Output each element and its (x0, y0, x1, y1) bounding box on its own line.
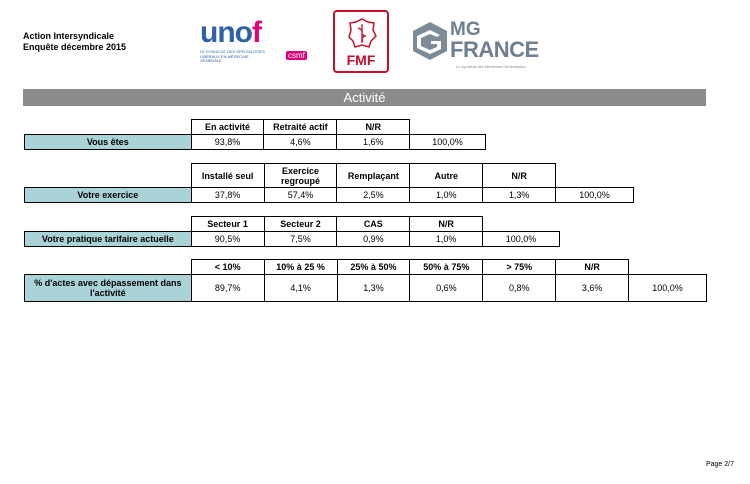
value-cell: 4,1% (264, 275, 337, 302)
header-cell: Remplaçant (337, 164, 410, 188)
value-cell: 0,8% (483, 275, 556, 302)
header-cell: Retraité actif (264, 120, 337, 135)
value-cell: 93,8% (191, 135, 264, 150)
header-cell: > 75% (483, 260, 556, 275)
france-hexagon-icon (347, 18, 377, 48)
value-cell: 57,4% (264, 188, 337, 203)
value-cell: 7,5% (264, 232, 337, 247)
header-line-2: Enquête décembre 2015 (23, 42, 127, 52)
header-cell: Autre (410, 164, 483, 188)
value-cell: 89,7% (191, 275, 264, 302)
mg-france-logo (410, 20, 555, 72)
mg-g-icon (410, 20, 450, 62)
table-row (25, 275, 707, 302)
header-cell: Secteur 1 (191, 217, 264, 232)
unof-logo (200, 18, 312, 74)
table-row (25, 135, 486, 150)
total-cell: 100,0% (410, 135, 486, 150)
unof-logo-accent: f (251, 16, 261, 49)
page-number: Page 2/7 (705, 461, 734, 468)
table-row (25, 232, 560, 247)
header-cell: 10% à 25 % (264, 260, 337, 275)
row-label: % d'actes avec dépassement dans l'activité (25, 275, 192, 302)
fmf-logo (333, 10, 389, 73)
header-cell: 50% à 75% (410, 260, 483, 275)
value-cell: 2,5% (337, 188, 410, 203)
value-cell: 1,3% (483, 188, 556, 203)
mg-logo-word: MG (450, 19, 481, 40)
table-pratique-tarifaire (24, 216, 560, 247)
total-cell: 100,0% (556, 188, 634, 203)
total-cell: 100,0% (629, 275, 707, 302)
value-cell: 90,5% (191, 232, 264, 247)
value-cell: 1,0% (410, 232, 483, 247)
table-depassement (24, 259, 707, 302)
header-line-1: Action Intersyndicale (23, 31, 115, 41)
row-label: Votre pratique tarifaire actuelle (25, 232, 192, 247)
value-cell: 0,9% (337, 232, 410, 247)
value-cell: 1,6% (337, 135, 410, 150)
value-cell: 37,8% (191, 188, 264, 203)
header-cell: 25% à 50% (337, 260, 410, 275)
header-cell: N/R (337, 120, 410, 135)
header-cell: < 10% (191, 260, 264, 275)
row-label: Votre exercice (25, 188, 192, 203)
mg-logo-subtitle: Le syndicat des Médecins Généralistes (456, 64, 526, 69)
value-cell: 0,6% (410, 275, 483, 302)
header-cell: N/R (483, 164, 556, 188)
france-logo-word: FRANCE (450, 37, 539, 62)
header-cell: Secteur 2 (264, 217, 337, 232)
header-cell: N/R (556, 260, 629, 275)
header-cell: N/R (410, 217, 483, 232)
value-cell: 4,6% (264, 135, 337, 150)
unof-logo-subtitle: LE SYNDICAT DES SPÉCIALISTES LIBÉRAUX EN MÉDECINE GÉNÉRALE (200, 49, 265, 63)
value-cell: 1,3% (337, 275, 410, 302)
table-vous-etes (24, 119, 486, 150)
table-row (25, 188, 634, 203)
fmf-logo-word: FMF (346, 52, 376, 68)
unof-logo-word: uno (200, 16, 252, 49)
header-cell: Exercice regroupé (264, 164, 337, 188)
table-header-row (25, 164, 634, 188)
section-title: Activité (23, 89, 706, 106)
table-header-row (25, 260, 707, 275)
value-cell: 3,6% (556, 275, 629, 302)
table-header-row (25, 120, 486, 135)
survey-header (23, 31, 126, 53)
value-cell: 1,0% (410, 188, 483, 203)
total-cell: 100,0% (483, 232, 560, 247)
header-cell: En activité (191, 120, 264, 135)
header-cell: CAS (337, 217, 410, 232)
row-label: Vous êtes (25, 135, 192, 150)
csmf-tag: csmf (288, 51, 305, 60)
table-exercice (24, 163, 634, 203)
header-cell: Installé seul (191, 164, 264, 188)
table-header-row (25, 217, 560, 232)
